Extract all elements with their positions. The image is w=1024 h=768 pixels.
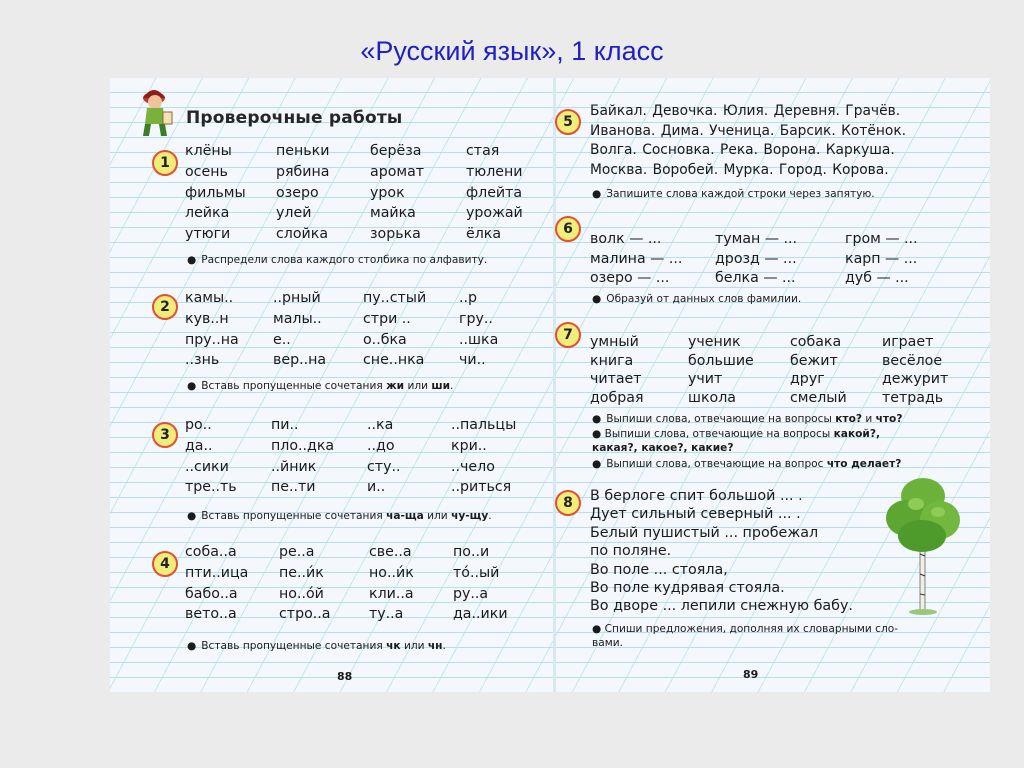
word-cell: гром — ... xyxy=(845,231,918,247)
exercise-6-number: 6 xyxy=(555,216,581,242)
word-cell: дежурит xyxy=(882,371,949,387)
word-cell: ..р xyxy=(459,290,478,306)
text-line: Дует сильный северный ... . xyxy=(590,506,801,523)
exercise-7-instruction-1: ● Выпиши слова, отвечающие на вопросы кто? и что? xyxy=(592,413,903,425)
textbook-spread xyxy=(110,78,990,692)
text-line: Волга. Сосновка. Река. Ворона. Каркуша. xyxy=(590,142,895,159)
word-cell: пло..дка xyxy=(271,437,335,454)
word-cell: ..сики xyxy=(185,458,229,475)
exercise-4-number: 4 xyxy=(152,551,178,577)
exercise-8-number: 8 xyxy=(555,490,581,516)
word-cell: смелый xyxy=(790,389,847,406)
word-cell: ру..а xyxy=(453,585,489,602)
text-line: Иванова. Дима. Ученица. Барсик. Котёнок. xyxy=(590,122,907,139)
word-cell: играет xyxy=(882,334,934,350)
word-cell: о..бка xyxy=(363,331,407,348)
page-number-88: 88 xyxy=(337,670,353,683)
word-cell: лейка xyxy=(185,205,230,222)
word-cell: берёза xyxy=(370,143,422,159)
word-cell: пти..ица xyxy=(185,564,249,581)
word-cell: малы.. xyxy=(273,310,322,327)
exercise-7-instruction-3: ● Выпиши слова, отвечающие на вопрос что делает? xyxy=(592,458,902,470)
word-cell: добрая xyxy=(590,389,644,406)
exercise-4-instruction: ● Вставь пропущенные сочетания чк или чн. xyxy=(187,640,446,652)
boy-mascot-illustration xyxy=(134,84,176,138)
text-line: по поляне. xyxy=(590,543,672,560)
exercise-8-sentences xyxy=(590,487,853,616)
word-cell: бабо..а xyxy=(185,585,238,602)
word-cell: сне..нка xyxy=(363,352,425,369)
page-number-89: 89 xyxy=(743,668,759,681)
exercise-1-number: 1 xyxy=(152,150,178,176)
word-cell: камы.. xyxy=(185,290,234,306)
word-cell: майка xyxy=(370,205,416,222)
slide-title: «Русский язык», 1 класс xyxy=(360,36,664,66)
word-cell: гру.. xyxy=(459,310,493,327)
word-cell: осень xyxy=(185,163,228,180)
word-cell: белка — ... xyxy=(715,270,796,287)
word-cell: утюги xyxy=(185,226,231,243)
word-cell: чи.. xyxy=(459,352,486,369)
word-cell: тре..ть xyxy=(185,479,237,496)
word-cell: клёны xyxy=(185,143,232,159)
word-cell: рябина xyxy=(276,163,330,180)
word-cell: пе..ти xyxy=(271,479,316,496)
word-cell: пи.. xyxy=(271,417,299,433)
birch-tree-illustration xyxy=(880,474,966,616)
word-cell: пеньки xyxy=(276,143,330,159)
text-line: Во поле кудрявая стояла. xyxy=(590,580,785,597)
exercise-7-word-table xyxy=(590,333,962,407)
word-cell: ту..а xyxy=(369,606,404,623)
word-cell: сту.. xyxy=(367,458,401,475)
word-cell: пу..стый xyxy=(363,290,427,306)
word-cell: школа xyxy=(688,389,736,406)
word-cell: ..рный xyxy=(273,290,321,306)
exercise-7-instruction-2: ● Выпиши слова, отвечающие на вопросы какой?, какая?, какое?, какие? xyxy=(592,428,881,454)
exercise-6-word-table xyxy=(590,230,955,289)
word-cell: ..чело xyxy=(451,458,495,475)
word-cell: волк — ... xyxy=(590,231,662,247)
word-cell: урок xyxy=(370,184,405,201)
word-cell: флейта xyxy=(466,184,523,201)
word-cell: умный xyxy=(590,334,639,350)
word-cell: зорька xyxy=(370,226,421,243)
word-cell: кри.. xyxy=(451,437,487,454)
word-cell: пе..и́к xyxy=(279,564,324,581)
exercise-2-instruction: ● Вставь пропущенные сочетания жи или ши. xyxy=(187,380,454,392)
word-cell: озеро xyxy=(276,184,319,201)
word-cell: дуб — ... xyxy=(845,270,909,287)
exercise-8-instruction: ● Спиши предложения, дополняя их словарными сло- вами. xyxy=(592,623,899,649)
word-cell: большие xyxy=(688,352,754,369)
word-cell: весёлое xyxy=(882,352,943,369)
exercise-6-instruction: ● Образуй от данных слов фамилии. xyxy=(592,293,802,305)
exercise-3-number: 3 xyxy=(152,422,178,448)
exercise-1-instruction: ● Распредели слова каждого столбика по алфавиту. xyxy=(187,254,488,266)
word-cell: читает xyxy=(590,371,642,387)
word-cell: вер..на xyxy=(273,352,327,369)
exercise-3-instruction: ● Вставь пропущенные сочетания ча-ща или чу-щу. xyxy=(187,510,492,522)
word-cell: да..ики xyxy=(453,606,508,623)
word-cell: стро..а xyxy=(279,606,331,623)
text-line: Во поле ... стояла, xyxy=(590,561,728,578)
word-cell: туман — ... xyxy=(715,231,798,247)
text-line: Белый пушистый ... пробежал xyxy=(590,524,819,541)
word-cell: то́..ый xyxy=(453,564,500,581)
word-cell: стри .. xyxy=(363,310,411,327)
word-cell: озеро — ... xyxy=(590,270,670,287)
page-89 xyxy=(555,78,990,692)
word-cell: карп — ... xyxy=(845,250,918,267)
word-cell: ..пальцы xyxy=(451,417,517,433)
word-cell: кли..а xyxy=(369,585,414,602)
word-cell: пру..на xyxy=(185,331,239,348)
exercise-4-word-table xyxy=(185,542,539,625)
word-cell: аромат xyxy=(370,163,425,180)
word-cell: ..до xyxy=(367,437,395,454)
word-cell: ..знь xyxy=(185,352,220,369)
word-cell: ..риться xyxy=(451,479,512,496)
text-line: Байкал. Девочка. Юлия. Деревня. Грачёв. xyxy=(590,103,901,119)
word-cell: и.. xyxy=(367,479,386,496)
exercise-7-number: 7 xyxy=(555,322,581,348)
exercise-5-instruction: ● Запишите слова каждой строки через запятую. xyxy=(592,188,875,200)
exercise-2-word-table xyxy=(185,288,539,371)
text-line: В берлоге спит большой ... . xyxy=(590,488,803,504)
word-cell: друг xyxy=(790,371,825,387)
word-cell: книга xyxy=(590,352,634,369)
word-cell: тюлени xyxy=(466,163,523,180)
word-cell: малина — ... xyxy=(590,250,683,267)
word-cell: да.. xyxy=(185,437,213,454)
exercise-5-word-lines xyxy=(590,102,906,180)
exercise-2-number: 2 xyxy=(152,294,178,320)
page-heading: Проверочные работы xyxy=(186,108,403,128)
word-cell: вето..а xyxy=(185,606,237,623)
word-cell: ..шка xyxy=(459,331,499,348)
word-cell: дрозд — ... xyxy=(715,250,797,267)
word-cell: е.. xyxy=(273,331,291,348)
word-cell: по..и xyxy=(453,544,490,560)
word-cell: ёлка xyxy=(466,226,502,243)
word-cell: учит xyxy=(688,371,723,387)
text-line: Во дворе ... лепили снежную бабу. xyxy=(590,598,853,615)
word-cell: ученик xyxy=(688,334,741,350)
word-cell: ро.. xyxy=(185,417,212,433)
word-cell: стая xyxy=(466,143,500,159)
exercise-3-word-table xyxy=(185,415,537,498)
word-cell: бежит xyxy=(790,352,838,369)
exercise-1-word-table xyxy=(185,141,546,245)
word-cell: слойка xyxy=(276,226,329,243)
word-cell: тетрадь xyxy=(882,389,944,406)
word-cell: ..ка xyxy=(367,417,394,433)
word-cell: но..о́й xyxy=(279,585,324,602)
exercise-5-number: 5 xyxy=(555,109,581,135)
text-line: Москва. Воробей. Мурка. Город. Корова. xyxy=(590,161,889,178)
word-cell: кув..н xyxy=(185,310,229,327)
word-cell: све..а xyxy=(369,544,412,560)
word-cell: ре..а xyxy=(279,544,315,560)
word-cell: но..и́к xyxy=(369,564,414,581)
word-cell: улей xyxy=(276,205,312,222)
page-88 xyxy=(110,78,555,692)
word-cell: собака xyxy=(790,334,842,350)
word-cell: ..йник xyxy=(271,458,317,475)
word-cell: фильмы xyxy=(185,184,246,201)
word-cell: соба..а xyxy=(185,544,237,560)
word-cell: урожай xyxy=(466,205,523,222)
